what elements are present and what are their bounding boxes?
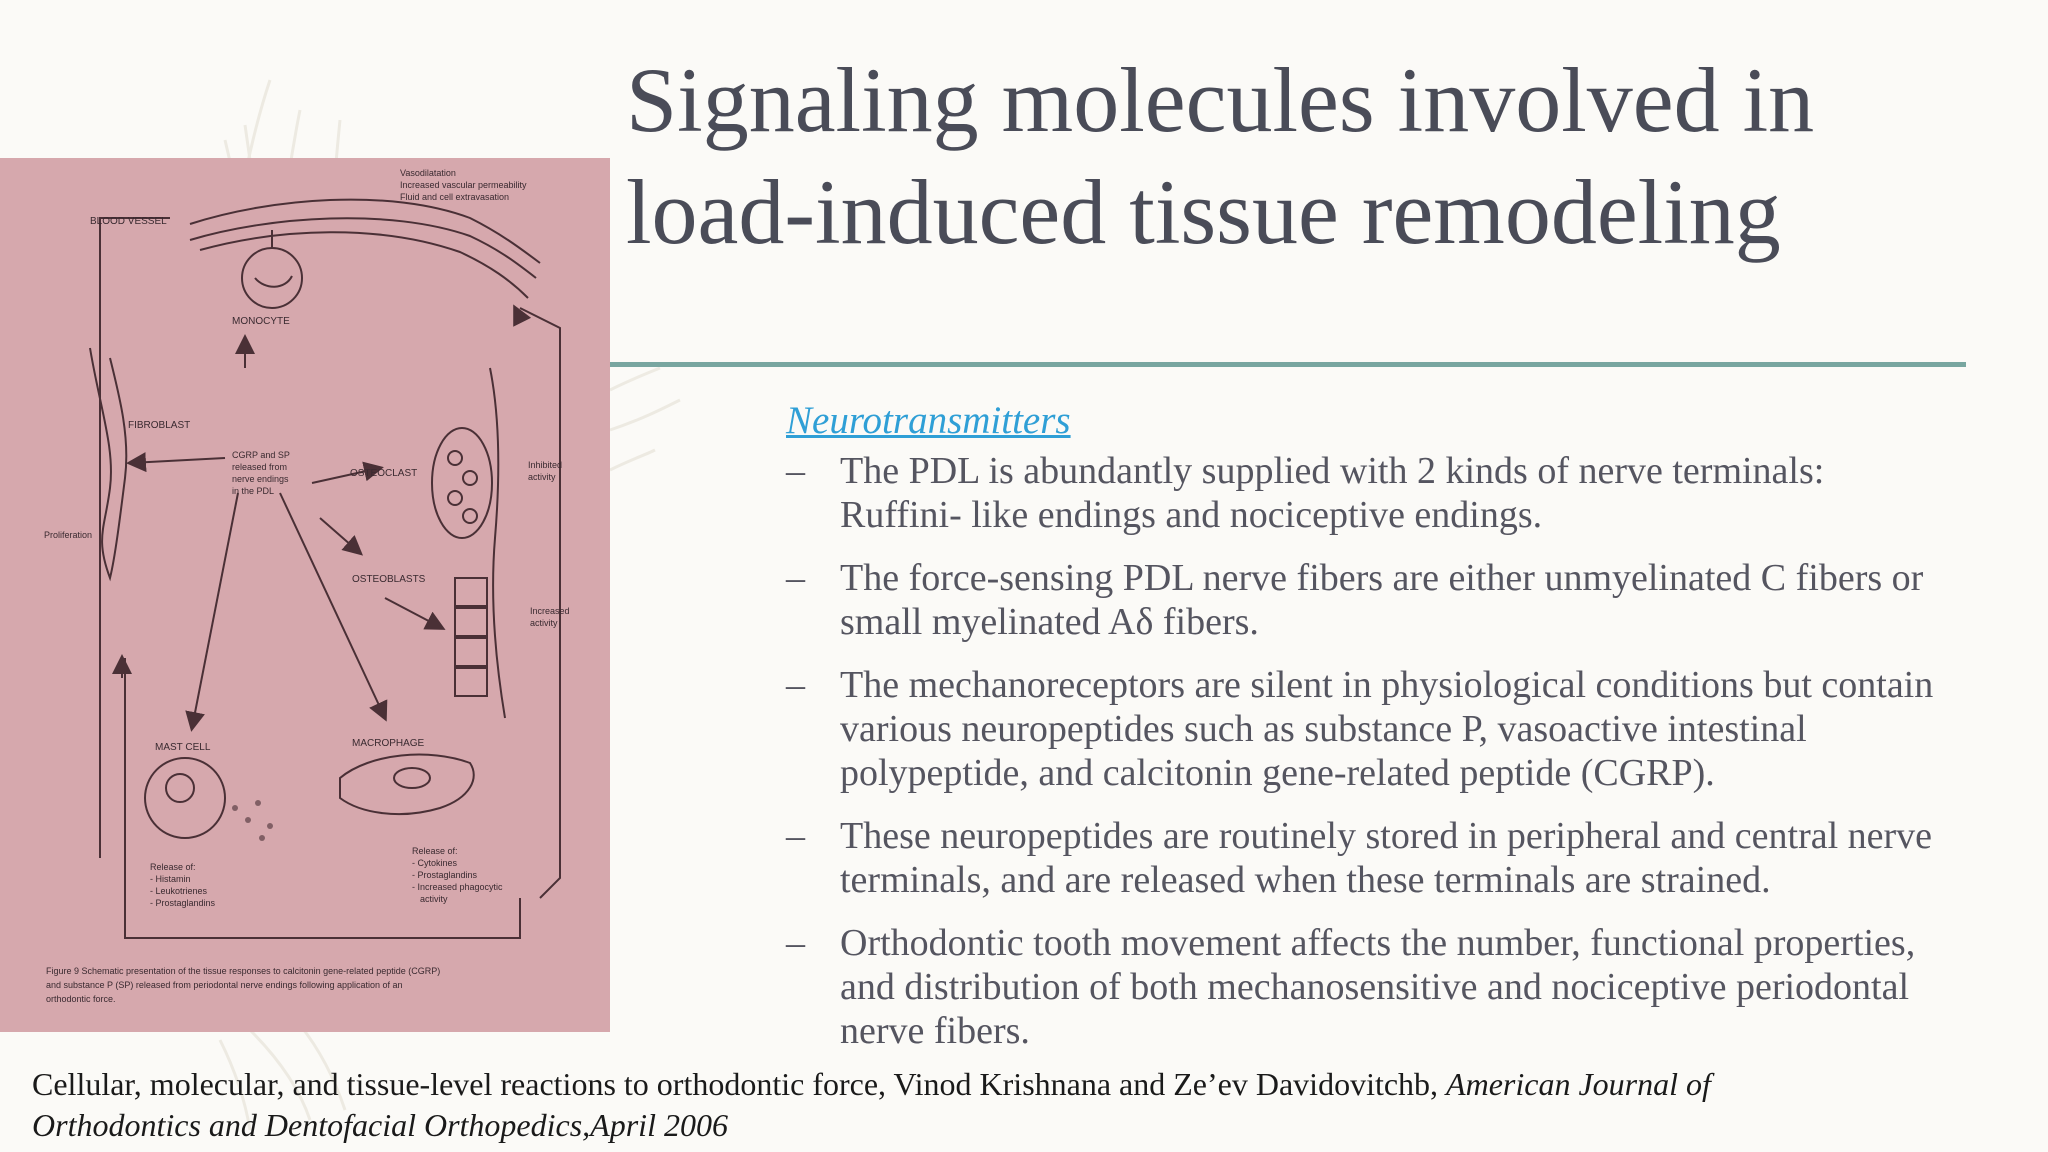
fig-label-release-right-4: - Increased phagocytic bbox=[412, 882, 503, 892]
fig-label-mast-cell: MAST CELL bbox=[155, 742, 211, 753]
fig-label-increased-2: activity bbox=[530, 618, 558, 628]
bullet-item bbox=[786, 814, 2016, 902]
osteoclast-cell bbox=[432, 428, 492, 538]
citation bbox=[32, 1064, 1932, 1146]
bullet-item bbox=[786, 663, 2016, 795]
fig-label-osteoblasts: OSTEOBLASTS bbox=[352, 574, 426, 585]
cell-response-diagram bbox=[0, 158, 610, 1032]
fig-caption-2: and substance P (SP) released from periodontal nerve endings following application of an bbox=[46, 980, 403, 990]
fig-label-release-right-2: - Cytokines bbox=[412, 858, 458, 868]
cycle-frame bbox=[100, 218, 170, 858]
fig-label-increased-1: Increased bbox=[530, 606, 570, 616]
bullet-text-line: Orthodontic tooth movement affects the number, functional properties, bbox=[840, 922, 1916, 964]
citation-journal: American Journal of bbox=[1446, 1066, 1711, 1102]
fig-label-monocyte: MONOCYTE bbox=[232, 316, 290, 327]
fig-label-proliferation: Proliferation bbox=[44, 530, 93, 540]
bullet-dash: – bbox=[786, 450, 805, 492]
bullet-item bbox=[786, 921, 2016, 1053]
fig-label-macrophage: MACROPHAGE bbox=[352, 738, 425, 749]
fig-label-release-left-1: Release of: bbox=[150, 862, 196, 872]
content-area bbox=[786, 398, 2016, 1072]
fig-label-release-left-3: - Leukotrienes bbox=[150, 886, 208, 896]
bullet-dash: – bbox=[786, 664, 805, 706]
monocyte-cell bbox=[242, 248, 302, 308]
bullet-dash: – bbox=[786, 922, 805, 964]
bullet-item bbox=[786, 449, 2016, 537]
title-line-1: Signaling molecules involved in bbox=[626, 49, 1815, 151]
fig-label-fibroblast: FIBROBLAST bbox=[128, 420, 191, 431]
fig-caption-1: Figure 9 Schematic presentation of the tissue responses to calcitonin gene-related peptide (CGRP) bbox=[46, 966, 441, 976]
fig-label-blood-vessel: BLOOD VESSEL bbox=[90, 216, 167, 227]
citation-text: Cellular, molecular, and tissue-level reactions to orthodontic force, Vinod Krishnana and Ze’ev Davidovitchb, bbox=[32, 1066, 1447, 1102]
fig-label-release-right-1: Release of: bbox=[412, 846, 458, 856]
fig-label-osteoclast: OSTEOCLAST bbox=[350, 468, 418, 479]
fig-label-vasodilation-1: Vasodilatation bbox=[400, 168, 456, 178]
fig-label-cgrp-1: CGRP and SP bbox=[232, 450, 290, 460]
fig-label-vasodilation-2: Increased vascular permeability bbox=[400, 180, 527, 190]
fig-label-inhibited-1: Inhibited bbox=[528, 460, 563, 470]
bullet-text-line: small myelinated Aδ fibers. bbox=[840, 601, 1259, 643]
bullet-text-line: various neuropeptides such as substance P, vasoactive intestinal bbox=[840, 708, 1807, 750]
title-divider bbox=[610, 362, 1966, 367]
citation-journal-line-2: Orthodontics and Dentofacial Orthopedics,April 2006 bbox=[32, 1107, 728, 1143]
fig-label-inhibited-2: activity bbox=[528, 472, 556, 482]
macrophage-cell bbox=[340, 755, 474, 815]
bullet-text-line: terminals, and are released when these terminals are strained. bbox=[840, 859, 1771, 901]
bullet-text-line: The force-sensing PDL nerve fibers are either unmyelinated C fibers or bbox=[840, 557, 1924, 599]
fig-label-cgrp-3: nerve endings bbox=[232, 474, 289, 484]
figure-image bbox=[0, 158, 610, 1032]
bullet-item bbox=[786, 556, 2016, 644]
bullet-text-line: polypeptide, and calcitonin gene-related peptide (CGRP). bbox=[840, 752, 1715, 794]
fig-label-release-left-2: - Histamin bbox=[150, 874, 191, 884]
fig-label-release-left-4: - Prostaglandins bbox=[150, 898, 216, 908]
fig-label-release-right-5: activity bbox=[420, 894, 448, 904]
fibroblast-cell bbox=[90, 348, 126, 578]
fig-label-cgrp-2: released from bbox=[232, 462, 288, 472]
bullet-text-line: The mechanoreceptors are silent in physiological conditions but contain bbox=[840, 664, 1934, 706]
title-line-2: load-induced tissue remodeling bbox=[626, 161, 1781, 263]
blood-vessel-wall bbox=[190, 200, 540, 263]
bullet-text-line: The PDL is abundantly supplied with 2 kinds of nerve terminals: bbox=[840, 450, 1825, 492]
bullet-text-line: Ruffini- like endings and nociceptive endings. bbox=[840, 494, 1543, 536]
bullet-text-line: These neuropeptides are routinely stored in peripheral and central nerve bbox=[840, 815, 1933, 857]
bullet-dash: – bbox=[786, 815, 805, 857]
mast-cell bbox=[145, 758, 225, 838]
fig-label-cgrp-4: in the PDL bbox=[232, 486, 275, 496]
bullet-dash: – bbox=[786, 557, 805, 599]
bullet-text-line: and distribution of both mechanosensitive and nociceptive periodontal bbox=[840, 966, 1910, 1008]
fig-label-vasodilation-3: Fluid and cell extravasation bbox=[400, 192, 510, 202]
bullet-list bbox=[786, 449, 2016, 1053]
osteoblasts-column bbox=[455, 578, 487, 696]
fig-caption-3: orthodontic force. bbox=[46, 994, 116, 1004]
neurotransmitters-link[interactable]: Neurotransmitters bbox=[786, 399, 1071, 442]
fig-label-release-right-3: - Prostaglandins bbox=[412, 870, 478, 880]
bullet-text-line: nerve fibers. bbox=[840, 1010, 1030, 1052]
slide-title bbox=[626, 44, 2026, 268]
